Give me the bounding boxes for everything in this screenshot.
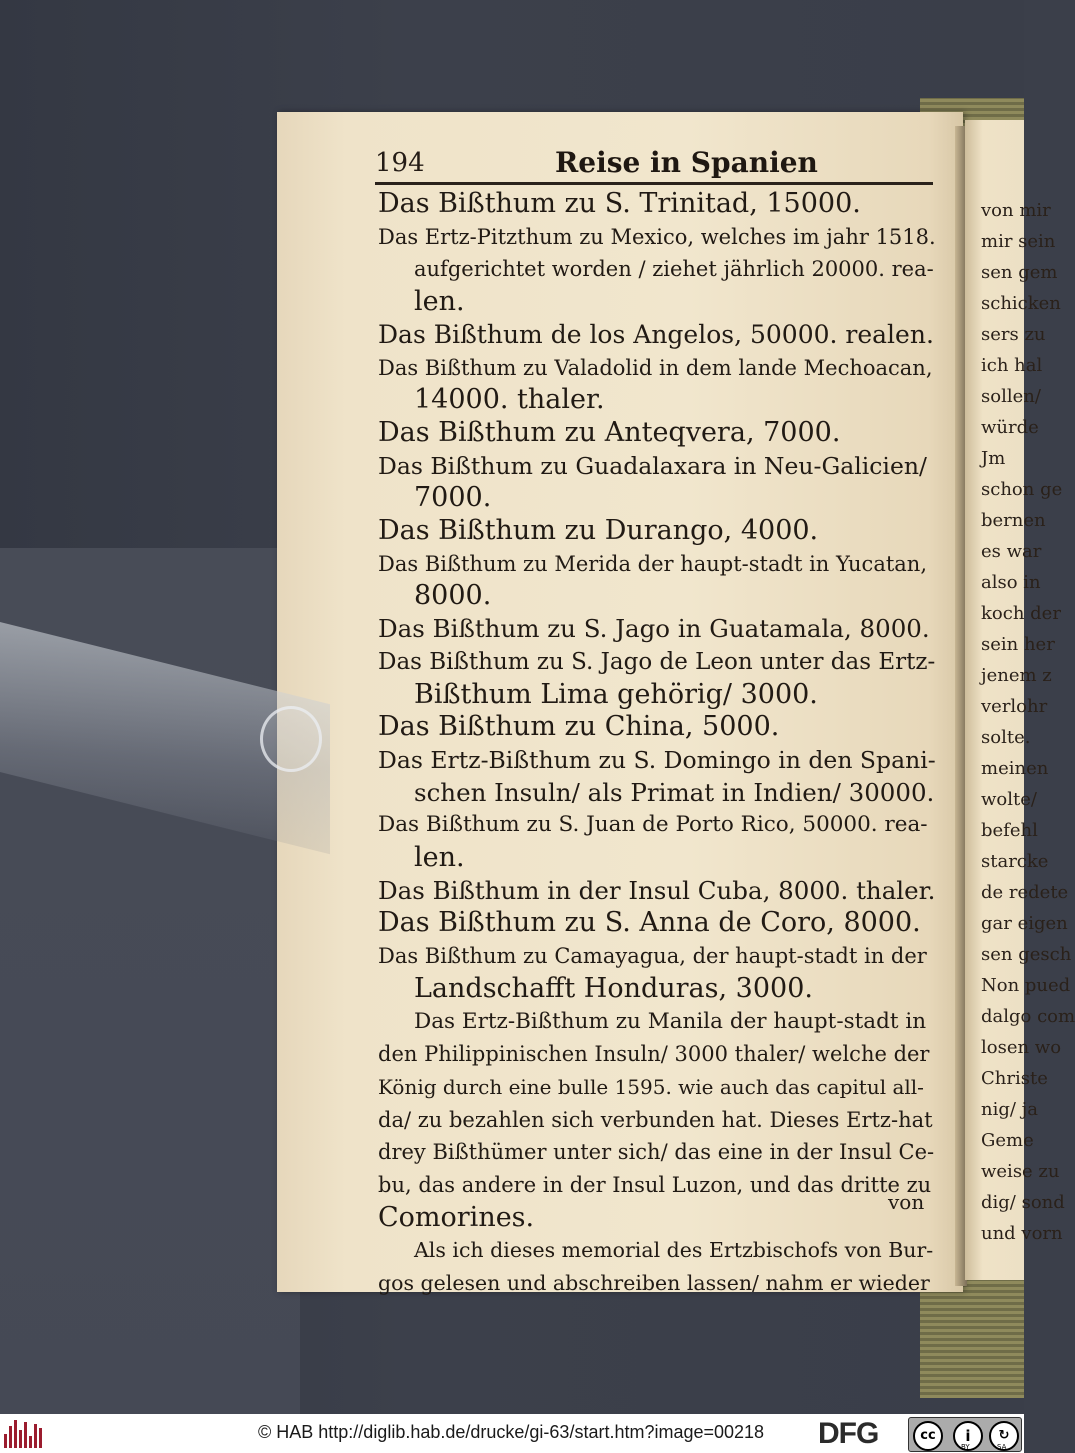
text-line: Das Bißthum zu S. Anna de Coro, 8000. (378, 907, 921, 939)
hab-logo-bars-icon (4, 1420, 44, 1448)
facing-page-line: de redete (981, 882, 1069, 903)
logo-bar (19, 1430, 22, 1448)
facing-page-line: Non pued (981, 975, 1071, 996)
copyright-link[interactable]: © HAB http://diglib.hab.de/drucke/gi-63/start.htm?image=00218 (258, 1422, 765, 1442)
text-line: Das Bißthum zu S. Juan de Porto Rico, 50000. rea- (378, 812, 928, 838)
text-line: Das Ertz-Bißthum zu Manila der haupt-stadt in (414, 1008, 927, 1034)
text-line: Das Bißthum in der Insul Cuba, 8000. thaler. (378, 875, 936, 905)
logo-bar (9, 1426, 12, 1448)
text-line: Das Bißthum zu S. Trinitad, 15000. (378, 188, 861, 219)
facing-page-line: ich hal (981, 355, 1043, 376)
facing-page-line: sen gem (981, 262, 1058, 283)
cc-license-badge[interactable] (908, 1417, 1022, 1452)
facing-page-line: sen gesch (981, 944, 1072, 965)
facing-page-line: würde (981, 417, 1039, 438)
text-line: drey Bißthümer unter sich/ das eine in der Insul Ce- (378, 1140, 935, 1165)
text-line: Landschafft Honduras, 3000. (414, 972, 813, 1004)
facing-page-line: mir sein (981, 231, 1056, 252)
text-line: len. (414, 842, 465, 873)
text-line: aufgerichtet worden / ziehet jährlich 20000. rea- (414, 257, 934, 282)
text-line: Das Bißthum zu Guadalaxara in Neu-Galicien/ (378, 451, 927, 480)
facing-page-line: und vorn (981, 1223, 1063, 1244)
cc-icon: cc (913, 1421, 943, 1451)
license-sa-label: SA (997, 1443, 1007, 1451)
facing-page-line: nig/ ja (981, 1099, 1038, 1120)
facing-page-line: losen wo (981, 1037, 1062, 1058)
facing-page-line: wolte/ (981, 789, 1037, 810)
facing-page-line: weise zu (981, 1161, 1060, 1182)
text-line: 7000. (414, 482, 492, 514)
facing-page-line: starcke (981, 851, 1049, 872)
license-by-label: BY (961, 1443, 970, 1451)
facing-page-line: koch der (981, 603, 1061, 624)
text-line: Das Ertz-Bißthum zu S. Domingo in den Spani- (378, 745, 936, 774)
text-line: Das Bißthum zu China, 5000. (378, 711, 780, 743)
facing-page-fragment (965, 120, 1075, 1280)
text-line: Das Bißthum zu Camayagua, der haupt-stadt in der (378, 944, 927, 969)
text-line: Comorines. (378, 1201, 535, 1233)
logo-bar (4, 1434, 7, 1448)
page-title: Reise in Spanien (555, 146, 818, 179)
logo-bar (34, 1424, 37, 1448)
facing-page-line: schicken (981, 293, 1061, 314)
text-line: Bißthum Lima gehörig/ 3000. (414, 678, 818, 710)
text-line: Das Bißthum zu Durango, 4000. (378, 515, 819, 546)
catchword: von (888, 1190, 925, 1214)
page-clamp-ring (260, 706, 322, 772)
text-line: Das Bißthum zu Merida der haupt-stadt in Yucatan, (378, 551, 927, 576)
logo-bar (39, 1428, 42, 1448)
facing-page-line: solte. (981, 727, 1031, 748)
text-line: Als ich dieses memorial des Ertzbischofs von Bur- (414, 1238, 934, 1263)
facing-page-line: also in (981, 572, 1041, 593)
text-line: Das Ertz-Pitzthum zu Mexico, welches im jahr 1518. (378, 224, 936, 249)
logo-bar (24, 1422, 27, 1448)
facing-page-line: sein her (981, 634, 1055, 655)
facing-page-line: Christe (981, 1068, 1048, 1089)
page-number: 194 (375, 148, 425, 178)
dfg-logo[interactable]: DFG (818, 1417, 879, 1450)
text-line: 8000. (414, 580, 492, 612)
facing-page-line: es war (981, 541, 1042, 562)
facing-page-line: von mir (981, 200, 1051, 221)
text-line: Das Bißthum zu S. Jago in Guatamala, 8000. (378, 614, 930, 644)
text-line: da/ zu bezahlen sich verbunden hat. Dieses Ertz-hat (378, 1107, 933, 1132)
text-line: Das Bißthum zu Valadolid in dem lande Mechoacan, (378, 355, 933, 380)
text-line: König durch eine bulle 1595. wie auch das capitul all- (378, 1074, 924, 1099)
facing-page-line: sers zu (981, 324, 1046, 345)
facing-page-line: verlohr (981, 696, 1048, 717)
text-line: gos gelesen und abschreiben lassen/ nahm er wieder (378, 1271, 930, 1296)
facing-page-line: jenem z (981, 665, 1052, 686)
text-line: 14000. thaler. (414, 384, 605, 416)
facing-page-line: gar eigen (981, 913, 1068, 934)
text-line: schen Insuln/ als Primat in Indien/ 30000. (414, 777, 935, 807)
facing-page-line: schon ge (981, 479, 1063, 500)
text-line: Das Bißthum de los Angelos, 50000. realen. (378, 319, 934, 349)
viewer-footer (0, 1414, 1024, 1453)
facing-page-line: meinen (981, 758, 1049, 779)
facing-page-line: befehl (981, 820, 1038, 841)
facing-page-line: dig/ sond (981, 1192, 1065, 1213)
facing-page-line: Jm (981, 448, 1006, 469)
head-rule (375, 182, 933, 185)
attribution-icon: i (953, 1421, 983, 1451)
text-line: Das Bißthum zu S. Jago de Leon unter das Ertz- (378, 648, 936, 675)
running-head (375, 146, 933, 186)
share-alike-icon: ↻ (989, 1421, 1019, 1451)
logo-bar (14, 1420, 17, 1448)
facing-page-line: Geme (981, 1130, 1034, 1151)
text-line: den Philippinischen Insuln/ 3000 thaler/ welche der (378, 1042, 930, 1067)
text-line: Das Bißthum zu Anteqvera, 7000. (378, 416, 841, 448)
text-line: len. (414, 286, 465, 318)
logo-bar (29, 1436, 32, 1448)
facing-page-line: sollen/ (981, 386, 1041, 407)
facing-page-line: bernen (981, 510, 1046, 531)
facing-page-line: dalgo com (981, 1006, 1075, 1027)
text-line: bu, das andere in der Insul Luzon, und das dritte zu (378, 1173, 932, 1197)
